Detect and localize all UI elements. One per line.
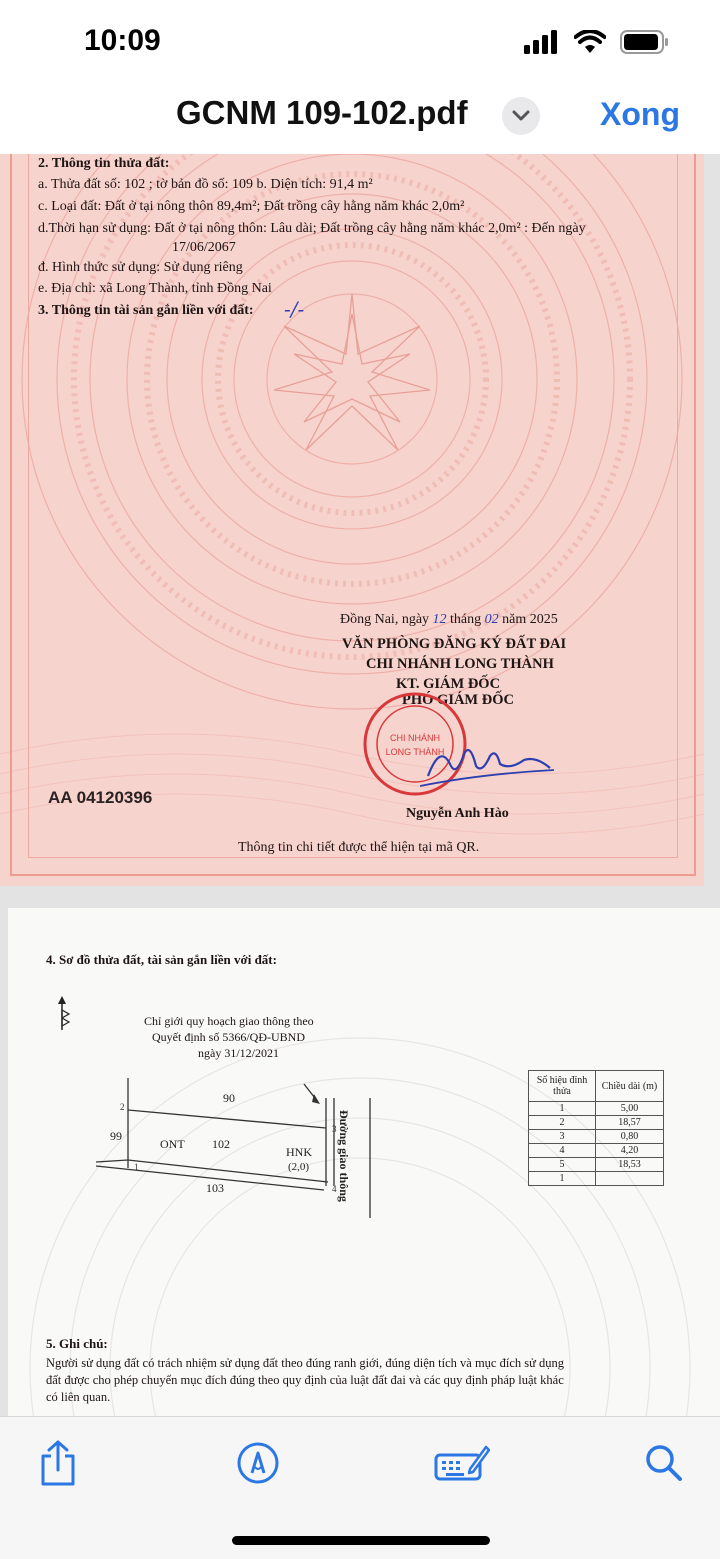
table-cell-point: 1 [529, 1102, 596, 1116]
point-2-label: 2 [120, 1102, 125, 1112]
section3-heading: 3. Thông tin tài sản gắn liền với đất: [38, 303, 254, 318]
document-title[interactable]: GCNM 109-102.pdf [176, 94, 468, 131]
term-line-2: 17/06/2067 [172, 240, 236, 255]
markup-icon [236, 1441, 280, 1485]
land-type-hnk-label: HNK [286, 1145, 312, 1159]
table-cell-length [596, 1172, 664, 1186]
annotate-button[interactable] [434, 1439, 490, 1487]
table-cell-length: 5,00 [596, 1102, 664, 1116]
usage-form-line: đ. Hình thức sử dụng: Sử dụng riêng [38, 260, 243, 275]
table-header-point: Số hiệu đỉnh thửa [529, 1071, 596, 1102]
table-cell-point: 4 [529, 1144, 596, 1158]
share-icon [37, 1440, 79, 1486]
annotate-icon [434, 1443, 490, 1483]
point-3-label: 3 [332, 1124, 337, 1134]
status-bar [0, 0, 720, 88]
parcel-102-label: 102 [212, 1137, 230, 1151]
wifi-icon [574, 30, 606, 54]
date-month-label: tháng [450, 612, 482, 627]
parcel-99-label: 99 [110, 1129, 122, 1143]
status-time: 10:09 [84, 24, 161, 57]
search-icon [644, 1443, 684, 1483]
search-button[interactable] [640, 1439, 688, 1487]
office-line-2: CHI NHÁNH LONG THÀNH [366, 656, 554, 672]
parcel-diagram [88, 1058, 508, 1248]
term-line-1: d.Thời hạn sử dụng: Đất ở tại nông thôn: Lâu dài; Đất trồng cây hằng năm khác 2,0m² : Đến ngày [38, 221, 586, 236]
battery-icon [620, 30, 670, 54]
table-row [529, 1102, 664, 1116]
section2-heading: 2. Thông tin thửa đất: [38, 156, 170, 171]
note5-line-3: có liên quan. [46, 1390, 111, 1404]
share-button[interactable] [34, 1439, 82, 1487]
section4-heading: 4. Sơ đồ thửa đất, tài sản gắn liền với đất: [46, 952, 277, 967]
note-line-1: Chỉ giới quy hoạch giao thông theo [144, 1014, 314, 1028]
pdf-page-2 [8, 908, 720, 1416]
table-header-row [529, 1071, 664, 1102]
issue-date [340, 612, 558, 628]
point-4-label: 4 [332, 1184, 337, 1194]
note5-line-2: đất được cho phép chuyển mục đích đúng theo quy định của luật đất đai và các quy định pháp luật khác [46, 1373, 564, 1387]
svg-text:LONG THÀNH: LONG THÀNH [385, 747, 445, 757]
note-line-3: ngày 31/12/2021 [198, 1046, 279, 1060]
road-label: Đường giao thông [337, 1110, 351, 1202]
signature [420, 734, 560, 794]
land-type-ont-label: ONT [160, 1137, 185, 1151]
address-line: e. Địa chỉ: xã Long Thành, tỉnh Đồng Nai [38, 281, 272, 296]
table-cell-length: 18,53 [596, 1158, 664, 1172]
chevron-down-icon [512, 110, 530, 122]
signal-icon [524, 30, 560, 54]
qr-note: Thông tin chi tiết được thể hiện tại mã QR. [238, 840, 480, 855]
date-year: năm 2025 [502, 612, 558, 627]
table-row [529, 1158, 664, 1172]
table-cell-point: 1 [529, 1172, 596, 1186]
table-cell-length: 0,80 [596, 1130, 664, 1144]
hnk-area-label: (2,0) [288, 1161, 310, 1173]
certificate-serial: AA 04120396 [48, 788, 153, 807]
status-icons [524, 30, 670, 54]
north-arrow-icon [52, 996, 72, 1032]
table-cell-point: 5 [529, 1158, 596, 1172]
done-button[interactable]: Xong [600, 96, 680, 132]
home-indicator[interactable] [232, 1536, 490, 1545]
section5-heading: 5. Ghi chú: [46, 1336, 108, 1351]
section3-value: -/- [284, 297, 305, 321]
parcel-103-label: 103 [206, 1181, 224, 1195]
office-line-3: KT. GIÁM ĐỐC [396, 676, 501, 692]
note5-line-1: Người sử dụng đất có trách nhiệm sử dụng đất theo đúng ranh giới, đúng diện tích và mục đích sử dụng [46, 1356, 565, 1370]
markup-button[interactable] [234, 1439, 282, 1487]
table-cell-point: 3 [529, 1130, 596, 1144]
parcel-90-label: 90 [223, 1091, 235, 1105]
note-line-2: Quyết định số 5366/QĐ-UBND [152, 1030, 305, 1044]
date-prefix: Đồng Nai, ngày [340, 612, 430, 627]
table-cell-length: 18,57 [596, 1116, 664, 1130]
table-header-length: Chiều dài (m) [596, 1071, 664, 1102]
date-month: 02 [484, 612, 499, 627]
parcel-line: a. Thửa đất số: 102 ; tờ bản đồ số: 109 b. Diện tích: 91,4 m² [38, 177, 373, 192]
pdf-viewer[interactable] [0, 154, 720, 1416]
pdf-page-1 [0, 154, 704, 886]
table-row [529, 1144, 664, 1158]
table-row [529, 1172, 664, 1186]
vertex-length-table [528, 1070, 664, 1186]
table-cell-length: 4,20 [596, 1144, 664, 1158]
table-cell-point: 2 [529, 1116, 596, 1130]
office-line-1: VĂN PHÒNG ĐĂNG KÝ ĐẤT ĐAI [342, 636, 567, 652]
signer-name: Nguyễn Anh Hào [406, 806, 509, 821]
table-row [529, 1116, 664, 1130]
table-row [529, 1130, 664, 1144]
office-line-4: PHÓ GIÁM ĐỐC [402, 692, 514, 708]
title-menu-button[interactable] [502, 97, 540, 135]
svg-text:CHI NHÁNH: CHI NHÁNH [389, 733, 441, 743]
date-day: 12 [432, 612, 447, 627]
point-1-label: 1 [134, 1162, 139, 1172]
land-type-line: c. Loại đất: Đất ở tại nông thôn 89,4m²; Đất trồng cây hằng năm khác 2,0m² [38, 199, 465, 214]
